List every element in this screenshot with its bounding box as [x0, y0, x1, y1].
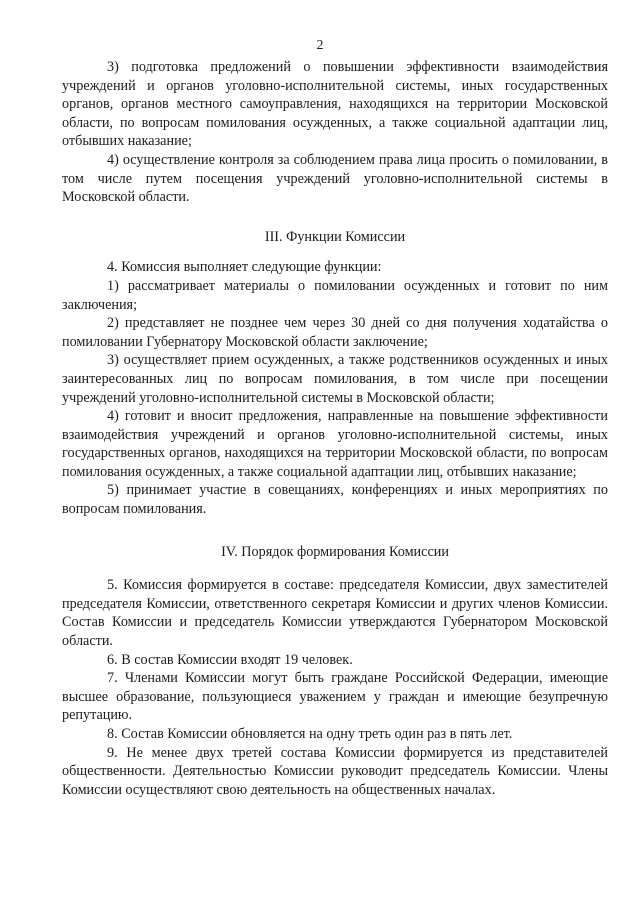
paragraph-clause-7: 7. Членами Комиссии могут быть граждане Российской Федерации, имеющие высшее образование, пользующиеся уважением у граждан и имеющие безупречную репутацию. — [62, 670, 608, 724]
paragraph-item-3: 3) подготовка предложений о повышении эффективности взаимодействия учреждений и органов уголовно-исполнительной системы, иных государственных органов, органов местного самоуправления, находящихся на территории Московской области, по вопросам помилования осужденных, а также социальной адаптации лиц, отбывших наказание; — [62, 59, 608, 150]
page-number: 2 — [316, 38, 324, 53]
paragraph-clause-8: 8. Состав Комиссии обновляется на одну треть один раз в пять лет. — [107, 726, 513, 742]
paragraph-clause-5: 5. Комиссия формируется в составе: председателя Комиссии, двух заместителей председателя Комиссии, ответственного секретаря Комиссии и других членов Комиссии. Состав Комиссии и председатель Комиссии утверждаются Губернатором Московской области. — [62, 577, 608, 650]
paragraph-clause-6: 6. В состав Комиссии входят 19 человек. — [107, 651, 353, 668]
paragraph-clause-9: 9. Не менее двух третей состава Комиссии формируется из представителей общественности. Деятельностью Комиссии руководит председатель Комиссии. Члены Комиссии осуществляют свою деятельность на общественных началах. — [62, 744, 608, 798]
paragraph-function-2: 2) представляет не позднее чем через 30 дней со дня получения ходатайства о помиловании Губернатору Московской области заключение; — [62, 315, 608, 350]
section-heading-functions: III. Функции Комиссии — [264, 228, 406, 245]
section-heading-formation: IV. Порядок формирования Комиссии — [221, 543, 449, 560]
paragraph-item-4: 4) осуществление контроля за соблюдением права лица просить о помиловании, в том числе путем посещения учреждений уголовно-исполнительной системы в Московской области. — [62, 151, 608, 206]
paragraph-function-3: 3) осуществляет прием осужденных, а также родственников осужденных и иных заинтересованных лиц по вопросам помилования, в том числе при посещении учреждений уголовно-исполнительной системы в Московской области; — [62, 352, 608, 406]
document-body — [62, 58, 608, 799]
paragraph-clause-4: 4. Комиссия выполняет следующие функции: — [107, 259, 382, 276]
paragraph-function-1: 1) рассматривает материалы о помиловании осужденных и готовит по ним заключения; — [62, 277, 608, 313]
paragraph-function-5: 5) принимает участие в совещаниях, конференциях и иных мероприятиях по вопросам помилования. — [62, 482, 608, 518]
paragraph-function-4: 4) готовит и вносит предложения, направленные на повышение эффективности взаимодействия учреждений и органов уголовно-исполнительной системы, иных государственных органов, находящихся на территории Московской области, по вопросам помилования осужденных, а также социальной адаптации лиц, отбывших наказание; — [62, 408, 608, 480]
